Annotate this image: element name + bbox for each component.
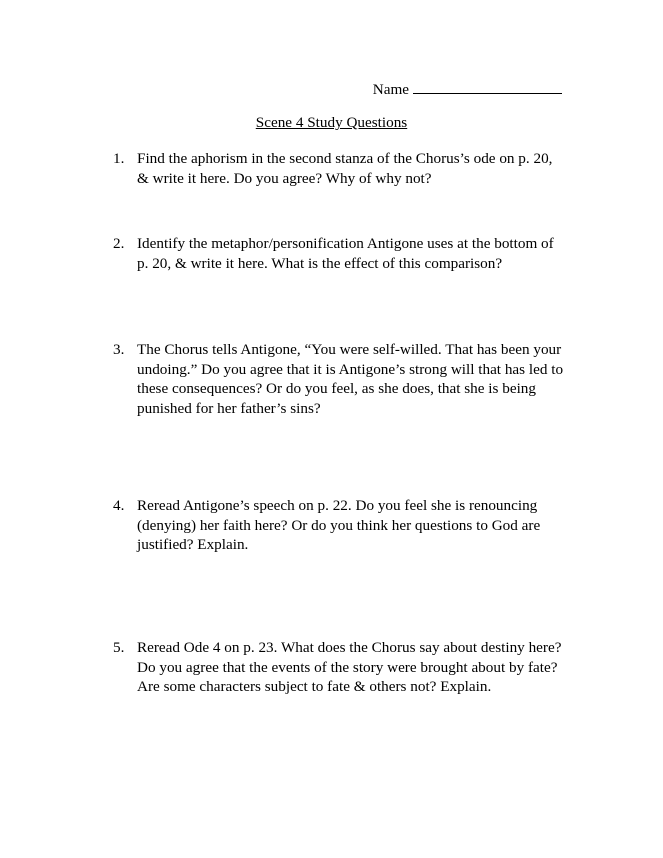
question-number: 1. <box>113 150 125 167</box>
name-field[interactable] <box>373 78 562 100</box>
question-line: The Chorus tells Antigone, “You were self-willed. That has been your <box>137 341 562 358</box>
question-text <box>137 638 573 697</box>
question-line: Find the aphorism in the second stanza of the Chorus’s ode on p. 20, <box>137 150 553 167</box>
question-number: 3. <box>113 341 125 358</box>
question-line: & write it here. Do you agree? Why of why not? <box>137 169 432 187</box>
question-text <box>137 234 573 273</box>
question-number: 5. <box>113 639 125 656</box>
question-4 <box>113 496 573 555</box>
question-text <box>137 149 573 188</box>
question-line: these consequences? Or do you feel, as she does, that she is being <box>137 380 536 398</box>
question-5 <box>113 638 573 697</box>
question-line: justified? Explain. <box>137 536 249 554</box>
question-line: Reread Ode 4 on p. 23. What does the Chorus say about destiny here? <box>137 639 562 656</box>
question-3 <box>113 340 573 418</box>
question-line: Do you agree that the events of the story were brought about by fate? <box>137 658 558 676</box>
name-blank-line[interactable] <box>413 78 562 94</box>
question-number: 2. <box>113 235 125 252</box>
question-line: Reread Antigone’s speech on p. 22. Do you feel she is renouncing <box>137 497 538 514</box>
question-2 <box>113 234 573 273</box>
name-label: Name <box>372 81 409 98</box>
page-title: Scene 4 Study Questions <box>255 114 408 131</box>
question-line: undoing.” Do you agree that it is Antigone’s strong will that has led to <box>137 360 564 378</box>
question-line: (denying) her faith here? Or do you think her questions to God are <box>137 516 541 534</box>
question-line: punished for her father’s sins? <box>137 399 321 417</box>
question-line: Identify the metaphor/personification Antigone uses at the bottom of <box>137 235 554 252</box>
question-number: 4. <box>113 497 125 514</box>
question-line: p. 20, & write it here. What is the effect of this comparison? <box>137 254 503 272</box>
question-text <box>137 496 573 555</box>
question-text <box>137 340 573 418</box>
question-1 <box>113 149 573 188</box>
question-line: Are some characters subject to fate & others not? Explain. <box>137 678 492 696</box>
